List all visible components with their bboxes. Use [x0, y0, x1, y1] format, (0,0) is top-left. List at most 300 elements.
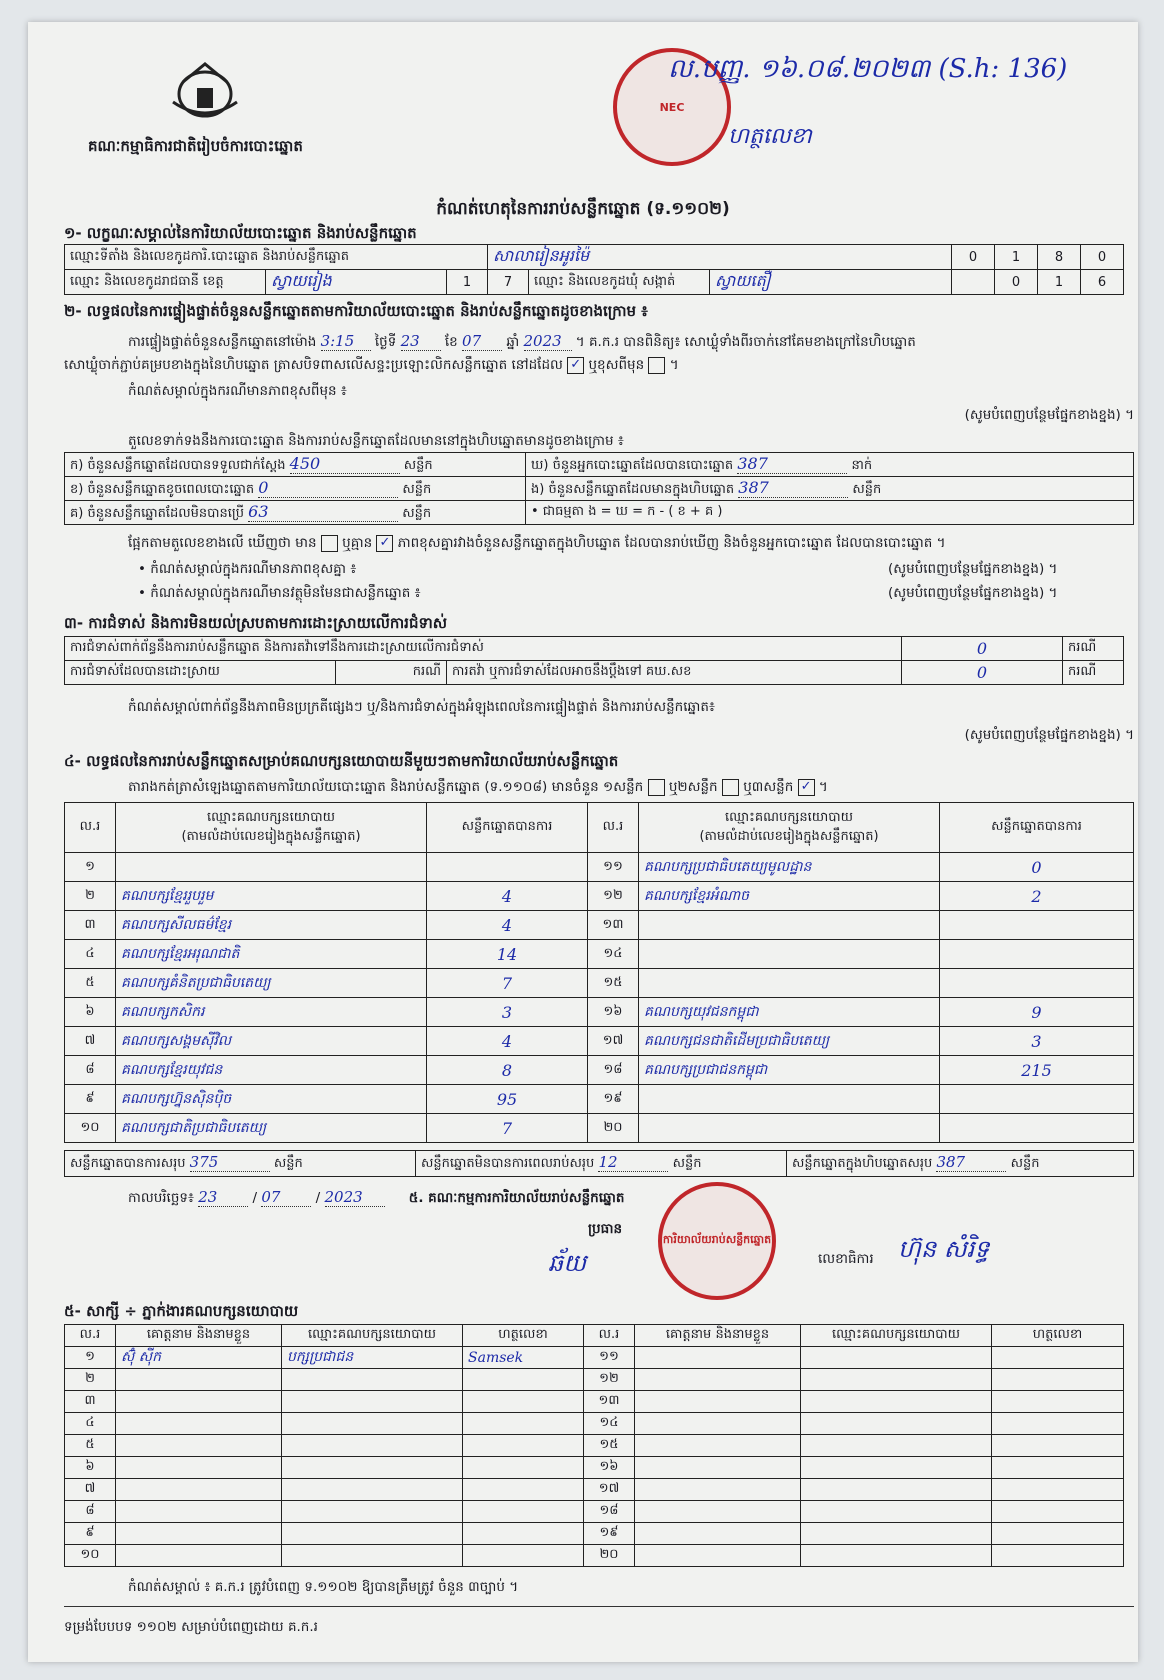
col-party-right-title: ឈ្មោះគណបក្សនយោបាយ — [725, 809, 853, 825]
objection-row1-value: 0 — [902, 637, 1063, 661]
witness-party — [801, 1435, 992, 1457]
diff-checkbox[interactable] — [648, 357, 665, 374]
gho-unit: នាក់ — [851, 457, 873, 473]
kha-value: 0 — [258, 478, 398, 498]
total-valid-unit: សន្លឹក — [273, 1156, 303, 1171]
witness-no: ១៣ — [584, 1391, 635, 1413]
objection-row1-unit: ករណី — [1063, 637, 1124, 661]
witness-signature — [463, 1435, 584, 1457]
witness-party — [801, 1413, 992, 1435]
verify-line-2: សោឃ្លុំចាក់ភ្ជាប់គម្របខាងក្នុងនៃហិបឆ្នោត ត្រាសបិទពាសលើសន្ទះប្រឡោះលិកសន្លឹកឆ្នោត នៅដដែល ✓ ឬខុសពីមុន ។ — [64, 356, 679, 373]
tally-intro: តារាងកត់ត្រាសំឡេងឆ្នោតតាមការិយាល័យបោះឆ្នោត និងរាប់សន្លឹកឆ្នោត (ទ.១១០៨) មានចំនួន ១សន្លឹក ឬ២សន្លឹក ឬ៣សន្លឹក ✓ ។ — [128, 778, 828, 795]
col-votes-left: សន្លឹកឆ្នោតបានការ — [427, 803, 588, 853]
note1-label: កំណត់សម្គាល់ក្នុងករណីមានភាពខុសពីមុន ៖ — [128, 383, 347, 399]
witness-party — [801, 1391, 992, 1413]
party-no: ៩ — [65, 1085, 116, 1114]
section3-heading: ៣- ការជំទាស់ និងការមិនយល់ស្របតាមការដោះស្រាយលើការជំទាស់ — [64, 614, 448, 632]
section5-heading: ៥- សាក្សី ÷ ភ្នាក់ងារគណបក្សនយោបាយ — [64, 1302, 299, 1320]
witness-signature — [992, 1457, 1124, 1479]
witness-party — [282, 1413, 463, 1435]
witness-row — [65, 1479, 1124, 1501]
witness-name — [116, 1501, 282, 1523]
party-no: ៤ — [65, 940, 116, 969]
witness-signature — [463, 1391, 584, 1413]
party-name — [116, 853, 427, 882]
witness-party — [801, 1479, 992, 1501]
party-votes: 4 — [427, 911, 588, 940]
party-votes: 95 — [427, 1085, 588, 1114]
verify-line-1 — [128, 332, 916, 353]
bullet1: • កំណត់សម្គាល់ក្នុងករណីមានភាពខុសគ្នា ៖ — [138, 561, 357, 577]
col-no-left: ល.រ — [65, 803, 116, 853]
party-no: ៨ — [65, 1056, 116, 1085]
party-votes: 9 — [940, 998, 1134, 1027]
witness-name — [116, 1369, 282, 1391]
witness-row — [65, 1523, 1124, 1545]
two-sheet-checkbox[interactable] — [722, 779, 739, 796]
objection-row1-label: ការជំទាស់ពាក់ព័ន្ធនឹងការរាប់សន្លឹកឆ្នោត និងការតវ៉ាទៅនឹងការដោះស្រាយលើការជំទាស់ — [65, 637, 902, 661]
witness-signature: Samsek — [463, 1347, 584, 1369]
party-name — [639, 940, 940, 969]
party-name: គណបក្សហ្វ៊ុនស៊ិនប៉ិច — [116, 1085, 427, 1114]
party-no: ៥ — [65, 969, 116, 998]
col-party-left — [116, 803, 427, 853]
witness-no: ១៧ — [584, 1479, 635, 1501]
witness-no: ៩ — [65, 1523, 116, 1545]
party-no: ១១ — [588, 853, 639, 882]
check-line — [128, 534, 946, 554]
witness-signature — [992, 1545, 1124, 1567]
party-votes: 7 — [427, 969, 588, 998]
commune-code-3: 6 — [1081, 270, 1124, 295]
witness-signature — [463, 1457, 584, 1479]
party-no: ៦ — [65, 998, 116, 1027]
commune-label: ឈ្មោះ និងលេខកូដឃុំ សង្កាត់ — [529, 270, 710, 295]
date-day: 23 — [198, 1188, 248, 1207]
witness-signature — [992, 1523, 1124, 1545]
witness-signature — [992, 1391, 1124, 1413]
witness-party — [801, 1501, 992, 1523]
verify-month: 07 — [462, 332, 502, 351]
org-name: គណៈកម្មាធិការជាតិរៀបចំការបោះឆ្នោត — [88, 137, 303, 155]
results-row — [65, 1027, 1134, 1056]
total-invalid: 12 — [598, 1153, 668, 1172]
col-no-right: ល.រ — [588, 803, 639, 853]
party-votes — [940, 969, 1134, 998]
objection-row2-unit: ករណី — [1063, 661, 1124, 685]
note1-fill: (សូមបំពេញបន្ថែមផ្នែកខាងខ្នង) ។ — [964, 407, 1134, 423]
party-no: ១៣ — [588, 911, 639, 940]
results-row — [65, 853, 1134, 882]
witness-name — [635, 1479, 801, 1501]
results-row — [65, 1114, 1134, 1143]
w-col-party-left: ឈ្មោះគណបក្សនយោបាយ — [282, 1325, 463, 1347]
ngo-unit: សន្លឹក — [852, 481, 882, 497]
location-code-4: 0 — [1081, 245, 1124, 270]
w-col-sign-left: ហត្ថលេខា — [463, 1325, 584, 1347]
province-code-2: 7 — [488, 270, 529, 295]
party-votes: 3 — [427, 998, 588, 1027]
w-col-no-right: ល.រ — [584, 1325, 635, 1347]
witness-no: ១០ — [65, 1545, 116, 1567]
results-table — [64, 802, 1134, 1143]
party-name — [639, 969, 940, 998]
province-code-1: 1 — [447, 270, 488, 295]
witness-signature — [992, 1369, 1124, 1391]
witness-signature — [992, 1479, 1124, 1501]
party-votes: 4 — [427, 1027, 588, 1056]
witness-party: បក្សប្រជាជន — [282, 1347, 463, 1369]
witness-row — [65, 1545, 1124, 1567]
total-box-unit: សន្លឹក — [1010, 1156, 1040, 1171]
form-title: កំណត់ហេតុនៃការរាប់សន្លឹកឆ្នោត (ទ.១១០២) — [436, 199, 730, 219]
commune-value: ស្វាយតឿ — [710, 270, 952, 295]
party-no: ១៤ — [588, 940, 639, 969]
party-no: ១៧ — [588, 1027, 639, 1056]
party-no: ១២ — [588, 882, 639, 911]
party-no: ១ — [65, 853, 116, 882]
col-party-left-sub: (តាមលំដាប់លេខរៀងក្នុងសន្លឹកឆ្នោត) — [181, 828, 361, 844]
objection-table — [64, 636, 1124, 685]
one-sheet-checkbox[interactable] — [648, 779, 665, 796]
witness-no: ២០ — [584, 1545, 635, 1567]
witness-name — [635, 1347, 801, 1369]
party-name: គណបក្សជាតិប្រជាធិបតេយ្យ — [116, 1114, 427, 1143]
party-no: ១០ — [65, 1114, 116, 1143]
party-name: គណបក្សជនជាតិដើមប្រជាធិបតេយ្យ — [639, 1027, 940, 1056]
witness-no: ៧ — [65, 1479, 116, 1501]
col-votes-right: សន្លឹកឆ្នោតបានការ — [940, 803, 1134, 853]
stamp-signature: ហត្ថលេខា — [728, 124, 812, 149]
party-name: គណបក្សខ្មែររួបរួម — [116, 882, 427, 911]
witness-party — [282, 1523, 463, 1545]
chair-signature: ឆ័យ — [548, 1249, 587, 1277]
witness-row — [65, 1457, 1124, 1479]
commune-code-2: 1 — [1038, 270, 1081, 295]
witness-no: ៨ — [65, 1501, 116, 1523]
witness-signature — [463, 1523, 584, 1545]
party-no: ២ — [65, 882, 116, 911]
party-name — [639, 911, 940, 940]
witness-party — [801, 1523, 992, 1545]
verify-month-label: ខែ — [444, 334, 458, 350]
section4-heading: ៤- លទ្ធផលនៃការរាប់សន្លឹកឆ្នោតសម្រាប់គណបក្សនយោបាយនីមួយៗតាមការិយាល័យរាប់សន្លឹកឆ្នោត — [64, 752, 619, 770]
party-no: ១៥ — [588, 969, 639, 998]
secretary-signature: ហ៊ុន សំរិទ្ធ — [898, 1235, 990, 1263]
location-label: ឈ្មោះទីតាំង និងលេខកូដការិ.បោះឆ្នោត និងរាប់សន្លឹកឆ្នោត — [65, 245, 488, 270]
witness-party — [282, 1501, 463, 1523]
objection-row2-label: ការជំទាស់ដែលបានដោះស្រាយ — [65, 661, 336, 685]
witness-name — [116, 1457, 282, 1479]
party-no: ១៩ — [588, 1085, 639, 1114]
commune-code-blank — [952, 270, 995, 295]
party-votes: 8 — [427, 1056, 588, 1085]
party-name: គណបក្សខ្មែរយុវជន — [116, 1056, 427, 1085]
ka-cell — [65, 453, 526, 477]
committee-stamp-text: ការិយាល័យរាប់សន្លឹកឆ្នោត — [662, 1233, 772, 1246]
witness-party — [282, 1391, 463, 1413]
witness-party — [801, 1457, 992, 1479]
kha-unit: សន្លឹក — [402, 481, 432, 497]
party-name: គណបក្សគំនិតប្រជាធិបតេយ្យ — [116, 969, 427, 998]
col-party-left-title: ឈ្មោះគណបក្សនយោបាយ — [207, 809, 335, 825]
witness-name — [635, 1523, 801, 1545]
committee-stamp-icon — [658, 1182, 776, 1300]
w-col-no-left: ល.រ — [65, 1325, 116, 1347]
witness-no: ១៤ — [584, 1413, 635, 1435]
ko-label: គ) ចំនួនសន្លឹកឆ្នោតដែលមិនបានប្រើ — [70, 505, 244, 521]
ko-cell — [65, 501, 526, 525]
party-votes: 4 — [427, 882, 588, 911]
witness-name — [116, 1545, 282, 1567]
witness-signature — [463, 1479, 584, 1501]
witness-signature — [992, 1435, 1124, 1457]
witness-name — [635, 1501, 801, 1523]
check-none-label: ឬគ្មាន — [342, 535, 373, 551]
section2-heading: ២- លទ្ធផលនៃការផ្ទៀងផ្ទាត់ចំនួនសន្លឹកឆ្នោតតាមការិយាល័យបោះឆ្នោត និងរាប់សន្លឹកឆ្នោតដូចខាងក្រោម ៖ — [64, 302, 648, 320]
verify-day: 23 — [401, 332, 441, 351]
ka-unit: សន្លឹក — [403, 457, 433, 473]
count-table — [64, 452, 1134, 525]
witness-signature — [463, 1545, 584, 1567]
witness-party — [801, 1347, 992, 1369]
witness-party — [282, 1479, 463, 1501]
section1-heading: ១- លក្ខណៈសម្គាល់នៃការិយាល័យបោះឆ្នោត និងរាប់សន្លឹកឆ្នោត — [64, 224, 417, 242]
location-code-2: 1 — [995, 245, 1038, 270]
party-name: គណបក្សខ្មែរអរុណជាតិ — [116, 940, 427, 969]
witness-name — [635, 1391, 801, 1413]
results-row — [65, 1056, 1134, 1085]
party-votes: 7 — [427, 1114, 588, 1143]
witness-no: ១២ — [584, 1369, 635, 1391]
witness-name — [635, 1369, 801, 1391]
witness-no: ៦ — [65, 1457, 116, 1479]
objection-fill: (សូមបំពេញបន្ថែមផ្នែកខាងខ្នង) ។ — [964, 727, 1134, 743]
witness-no: ២ — [65, 1369, 116, 1391]
w-col-sign-right: ហត្ថលេខា — [992, 1325, 1124, 1347]
total-invalid-cell — [416, 1151, 787, 1177]
witness-signature — [992, 1413, 1124, 1435]
witness-no: ១៦ — [584, 1457, 635, 1479]
witness-party — [282, 1435, 463, 1457]
party-votes — [940, 940, 1134, 969]
witness-no: ៤ — [65, 1413, 116, 1435]
party-votes: 0 — [940, 853, 1134, 882]
party-name: គណបក្សខ្មែរអំណាច — [639, 882, 940, 911]
results-row — [65, 969, 1134, 998]
ka-label: ក) ចំនួនសន្លឹកឆ្នោតដែលបានទទួលជាក់ស្ដែង — [70, 457, 286, 473]
province-label: ឈ្មោះ និងលេខកូដរាជធានី ខេត្ត — [65, 270, 266, 295]
witness-name — [116, 1435, 282, 1457]
party-name: គណបក្សសង្គមស៊ីវិល — [116, 1027, 427, 1056]
three-sheet-label: ឬ៣សន្លឹក — [743, 779, 794, 795]
w-col-name-right: គោត្តនាម និងនាមខ្លួន — [635, 1325, 801, 1347]
witness-row — [65, 1391, 1124, 1413]
ngo-value: 387 — [738, 478, 848, 498]
witness-signature — [992, 1501, 1124, 1523]
total-box-label: សន្លឹកឆ្នោតក្នុងហិបឆ្នោតសរុប — [792, 1156, 933, 1171]
witness-no: ១១ — [584, 1347, 635, 1369]
date-line: កាលបរិច្ឆេទ៖ 23 / 07 / 2023 ៥. គណៈកម្មការការិយាល័យរាប់សន្លឹកឆ្នោត — [128, 1188, 625, 1206]
witness-row — [65, 1347, 1124, 1369]
witness-no: ១៨ — [584, 1501, 635, 1523]
witness-name — [116, 1479, 282, 1501]
verify-line-1b: ។ គ.ក.រ បានពិនិត្យ៖ សោឃ្លុំទាំងពីរចាក់នៅគែមខាងក្រៅនៃហិបឆ្នោត — [575, 334, 916, 350]
party-no: ២០ — [588, 1114, 639, 1143]
date-label: កាលបរិច្ឆេទ៖ — [128, 1190, 194, 1206]
results-row — [65, 940, 1134, 969]
party-no: ៣ — [65, 911, 116, 940]
verify-time-label: ការផ្ទៀងផ្ទាត់ចំនួនសន្លឹកឆ្នោតនៅម៉ោង — [128, 334, 317, 350]
note1-line — [128, 382, 1128, 402]
gho-value: 387 — [737, 454, 847, 474]
party-name — [639, 1114, 940, 1143]
check-has-label: ផ្អែកតាមតួលេខខាងលើ ឃើញថា មាន — [128, 535, 317, 551]
three-sheet-checkbox[interactable]: ✓ — [798, 779, 815, 796]
witness-row — [65, 1369, 1124, 1391]
form-sheet — [28, 22, 1138, 1662]
kha-cell — [65, 477, 526, 501]
witness-no: ១៩ — [584, 1523, 635, 1545]
col-party-right-sub: (តាមលំដាប់លេខរៀងក្នុងសន្លឹកឆ្នោត) — [699, 828, 879, 844]
witness-row — [65, 1501, 1124, 1523]
bullet1-fill: (សូមបំពេញបន្ថែមផ្នែកខាងខ្នង) ។ — [888, 561, 1058, 577]
province-value: ស្វាយរៀង — [266, 270, 447, 295]
totals-table — [64, 1150, 1134, 1177]
has-diff-checkbox[interactable] — [321, 535, 338, 552]
ngo-label: ង) ចំនួនសន្លឹកឆ្នោតដែលមានក្នុងហិបឆ្នោត — [531, 481, 735, 497]
party-name: គណបក្សកសិករ — [116, 998, 427, 1027]
witness-name — [635, 1413, 801, 1435]
total-box-cell — [787, 1151, 1134, 1177]
gho-label: ឃ) ចំនួនអ្នកបោះឆ្នោតដែលបានបោះឆ្នោត — [531, 457, 734, 473]
party-name: គណបក្សប្រជាធិបតេយ្យមូលដ្ឋាន — [639, 853, 940, 882]
total-valid: 375 — [190, 1153, 270, 1172]
objection-row2-unit-a: ករណី — [336, 661, 447, 685]
results-row — [65, 1085, 1134, 1114]
party-votes — [940, 1085, 1134, 1114]
diff-label: ឬខុសពីមុន — [588, 357, 645, 373]
witness-signature — [463, 1369, 584, 1391]
witness-row — [65, 1435, 1124, 1457]
nec-emblem-icon — [163, 52, 248, 132]
witness-no: ១ — [65, 1347, 116, 1369]
witness-no: ៣ — [65, 1391, 116, 1413]
results-row — [65, 882, 1134, 911]
w-col-name-left: គោត្តនាម និងនាមខ្លួន — [116, 1325, 282, 1347]
party-no: ១៦ — [588, 998, 639, 1027]
witness-signature — [992, 1347, 1124, 1369]
bullet2-fill: (សូមបំពេញបន្ថែមផ្នែកខាងខ្នង) ។ — [888, 585, 1058, 601]
footer-divider — [64, 1606, 1134, 1607]
objection-note: កំណត់សម្គាល់ពាក់ព័ន្ធនឹងភាពមិនប្រក្រតីផ្សេងៗ ឬ/និងការជំទាស់ក្នុងអំឡុងពេលនៃការផ្ទៀងផ្ទាត់ និងការរាប់សន្លឹកឆ្នោត៖ — [128, 699, 715, 715]
footer-note: កំណត់សម្គាល់ ៖ គ.ក.រ ត្រូវបំពេញ ទ.១១០២ ឱ្យបានត្រឹមត្រូវ ចំនួន ៣ច្បាប់ ។ — [128, 1579, 519, 1595]
table-intro: តួលេខទាក់ទងនឹងការបោះឆ្នោត និងការរាប់សន្លឹកឆ្នោតដែលមាននៅក្នុងហិបឆ្នោតមានដូចខាងក្រោម ៖ — [128, 433, 624, 449]
ko-unit: សន្លឹក — [402, 505, 432, 521]
committee-label: ៥. គណៈកម្មការការិយាល័យរាប់សន្លឹកឆ្នោត — [408, 1190, 625, 1206]
footer-form-code: ទម្រង់បែបបទ ១១០២ សម្រាប់បំពេញដោយ គ.ក.រ — [64, 1619, 318, 1635]
witness-name — [116, 1523, 282, 1545]
party-votes — [940, 911, 1134, 940]
ngo-cell — [526, 477, 1134, 501]
party-votes: 3 — [940, 1027, 1134, 1056]
stamp-handwritten-note: ល.បញ្ញ. ១៦.០៨.២០២៣ (S.h: 136) — [668, 54, 1068, 84]
commune-code-1: 0 — [995, 270, 1038, 295]
tally-intro-text: តារាងកត់ត្រាសំឡេងឆ្នោតតាមការិយាល័យបោះឆ្នោត និងរាប់សន្លឹកឆ្នោត (ទ.១១០៨) មានចំនួន ១សន្លឹក — [128, 779, 644, 795]
objection-row2-label-b: ការតវ៉ា ឬការជំទាស់ដែលអាចនឹងប្ដឹងទៅ គឃ.សខ — [447, 661, 902, 685]
witness-party — [282, 1457, 463, 1479]
official-stamp-icon: NEC — [613, 48, 731, 166]
results-row — [65, 911, 1134, 940]
total-valid-label: សន្លឹកឆ្នោតបានការសរុប — [70, 1156, 186, 1171]
verify-day-label: ថ្ងៃទី — [374, 334, 397, 350]
objection-row2-value: 0 — [902, 661, 1063, 685]
results-row — [65, 998, 1134, 1027]
date-month: 07 — [261, 1188, 311, 1207]
verify-time: 3:15 — [321, 332, 371, 351]
party-name: គណបក្សសីលធម៌ខ្មែរ — [116, 911, 427, 940]
chair-label: ប្រធាន — [588, 1221, 623, 1237]
total-valid-cell — [65, 1151, 416, 1177]
secretary-label: លេខាធិការ — [818, 1251, 874, 1267]
bullet2: • កំណត់សម្គាល់ក្នុងករណីមានវត្ថុមិនមែនជាសន្លឹកឆ្នោត ៖ — [138, 585, 421, 601]
witness-name — [635, 1457, 801, 1479]
verify-year-label: ឆ្នាំ — [506, 334, 520, 350]
location-code-1: 0 — [952, 245, 995, 270]
two-sheet-label: ឬ២សន្លឹក — [668, 779, 718, 795]
witness-table — [64, 1324, 1124, 1567]
w-col-party-right: ឈ្មោះគណបក្សនយោបាយ — [801, 1325, 992, 1347]
witness-party — [282, 1369, 463, 1391]
date-year: 2023 — [325, 1188, 385, 1207]
check-line-b: ភាពខុសគ្នារវាងចំនួនសន្លឹកឆ្នោតក្នុងហិបឆ្នោត ដែលបានរាប់ឃើញ និងចំនួនអ្នកបោះឆ្នោត ដែលបានបោះឆ្នោត ។ — [397, 535, 946, 551]
party-no: ៧ — [65, 1027, 116, 1056]
total-box: 387 — [936, 1153, 1006, 1172]
party-votes — [940, 1114, 1134, 1143]
witness-signature — [463, 1501, 584, 1523]
same-checkbox[interactable]: ✓ — [567, 357, 584, 374]
party-votes: 2 — [940, 882, 1134, 911]
party-votes — [427, 853, 588, 882]
ka-value: 450 — [290, 454, 400, 474]
no-diff-checkbox[interactable]: ✓ — [376, 535, 393, 552]
witness-signature — [463, 1413, 584, 1435]
total-invalid-unit: សន្លឹក — [672, 1156, 702, 1171]
section1-table — [64, 244, 1124, 295]
witness-name — [635, 1435, 801, 1457]
total-invalid-label: សន្លឹកឆ្នោតមិនបានការពេលរាប់សរុប — [421, 1156, 595, 1171]
party-name — [639, 1085, 940, 1114]
witness-row — [65, 1413, 1124, 1435]
location-value: សាលារៀនអូរម៉ៃ — [488, 245, 952, 270]
witness-party — [282, 1545, 463, 1567]
verify-year: 2023 — [524, 332, 572, 351]
witness-party — [801, 1545, 992, 1567]
ko-value: 63 — [248, 502, 398, 522]
party-votes: 14 — [427, 940, 588, 969]
verify-line-2-text: សោឃ្លុំចាក់ភ្ជាប់គម្របខាងក្នុងនៃហិបឆ្នោត ត្រាសបិទពាសលើសន្ទះប្រឡោះលិកសន្លឹកឆ្នោត នៅដដែល — [64, 357, 563, 373]
witness-party — [801, 1369, 992, 1391]
witness-no: ១៥ — [584, 1435, 635, 1457]
party-votes: 215 — [940, 1056, 1134, 1085]
witness-name — [116, 1413, 282, 1435]
location-code-3: 8 — [1038, 245, 1081, 270]
col-party-right — [639, 803, 940, 853]
witness-no: ៥ — [65, 1435, 116, 1457]
witness-name — [116, 1391, 282, 1413]
witness-name: ស៊ុំ ស៊ីក — [116, 1347, 282, 1369]
party-name: គណបក្សយុវជនកម្ពុជា — [639, 998, 940, 1027]
